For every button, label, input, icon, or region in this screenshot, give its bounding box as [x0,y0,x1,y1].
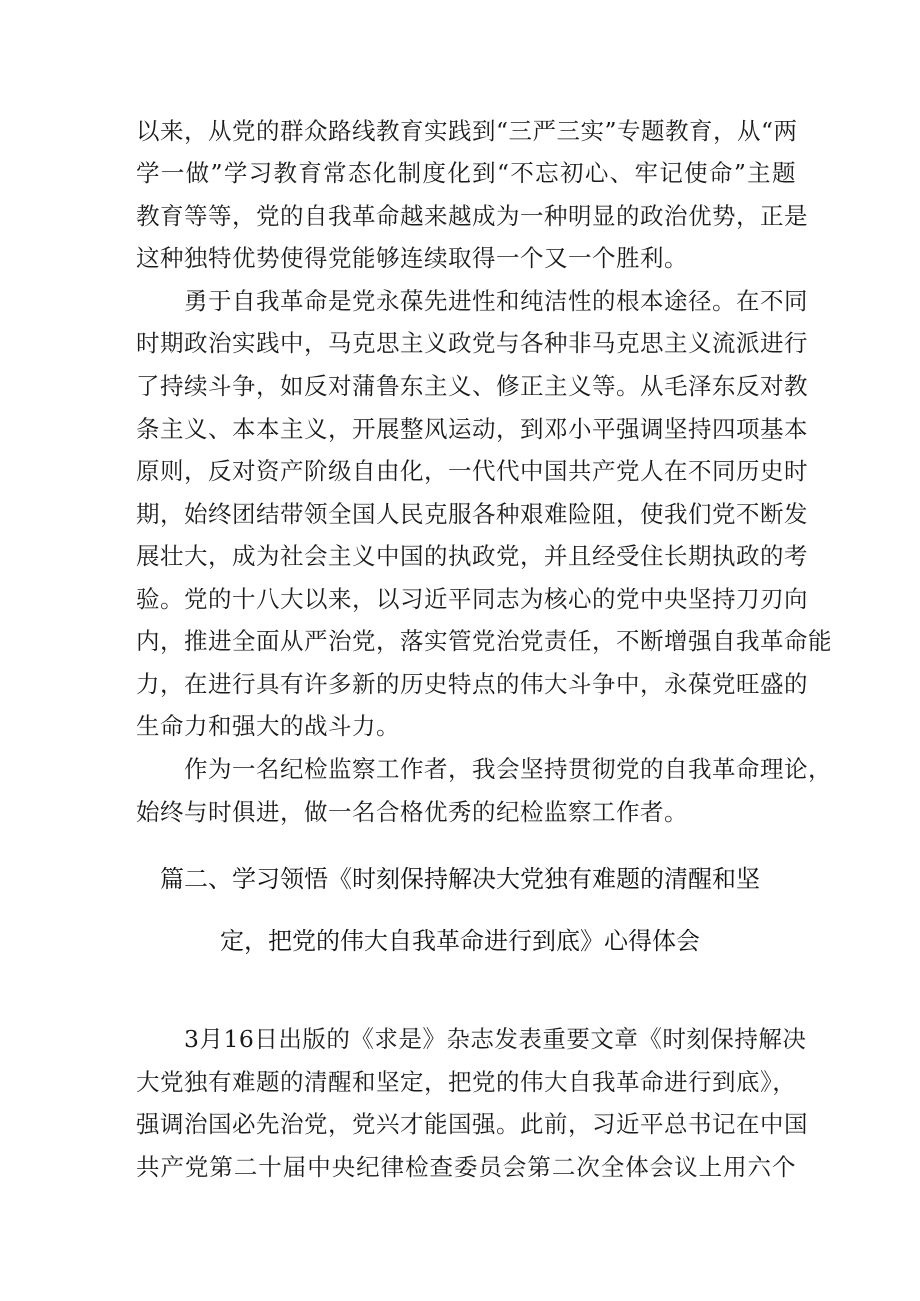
paragraph-2-line-2: 时期政治实践中，马克思主义政党与各种非马克思主义流派进行 [136,329,808,357]
paragraph-4-line-4: 共产党第二十届中央纪律检查委员会第二次全体会议上用六个 [136,1153,796,1181]
section-heading-line-1: 篇二、学习领悟《时刻保持解决大党独有难题的清醒和坚 [160,865,760,893]
paragraph-1-line-4: 这种独特优势使得党能够连续取得一个又一个胜利。 [136,244,688,272]
paragraph-1-line-2: 学一做”学习教育常态化制度化到“不忘初心、牢记使命”主题 [136,159,796,187]
paragraph-1-line-3: 教育等等，党的自我革命越来越成为一种明显的政治优势，正是 [136,202,808,230]
paragraph-3-line-1: 作为一名纪检监察工作者，我会坚持贯彻党的自我革命理论， [184,755,832,783]
section-heading-line-2: 定，把党的伟大自我革命进行到底》心得体会 [220,927,700,955]
paragraph-2-line-4: 条主义、本本主义，开展整风运动，到邓小平强调坚持四项基本 [136,415,808,443]
paragraph-1-line-1: 以来，从党的群众路线教育实践到“三严三实”专题教育，从“两 [136,117,798,145]
paragraph-2-line-6: 期，始终团结带领全国人民克服各种艰难险阻，使我们党不断发 [136,500,808,528]
paragraph-2-line-5: 原则，反对资产阶级自由化，一代代中国共产党人在不同历史时 [136,457,808,485]
paragraph-4-line-1: 3月16日出版的《求是》杂志发表重要文章《时刻保持解决 [184,1025,807,1053]
paragraph-2-line-3: 了持续斗争，如反对蒲鲁东主义、修正主义等。从毛泽东反对教 [136,372,808,400]
paragraph-2-line-9: 内，推进全面从严治党，落实管党治党责任，不断增强自我革命能 [136,627,832,655]
paragraph-2-line-10: 力，在进行具有许多新的历史特点的伟大斗争中，永葆党旺盛的 [136,670,808,698]
paragraph-4-line-2: 大党独有难题的清醒和坚定，把党的伟大自我革命进行到底》， [136,1068,797,1096]
paragraph-2-line-1: 勇于自我革命是党永葆先进性和纯洁性的根本途径。在不同 [184,287,808,315]
paragraph-3-line-2: 始终与时俱进，做一名合格优秀的纪检监察工作者。 [136,798,688,826]
paragraph-4-line-3: 强调治国必先治党，党兴才能国强。此前，习近平总书记在中国 [136,1110,808,1138]
paragraph-2-line-8: 验。党的十八大以来，以习近平同志为核心的党中央坚持刀刃向 [136,585,808,613]
paragraph-2-line-7: 展壮大，成为社会主义中国的执政党，并且经受住长期执政的考 [136,542,808,570]
paragraph-2-line-11: 生命力和强大的战斗力。 [136,712,400,740]
